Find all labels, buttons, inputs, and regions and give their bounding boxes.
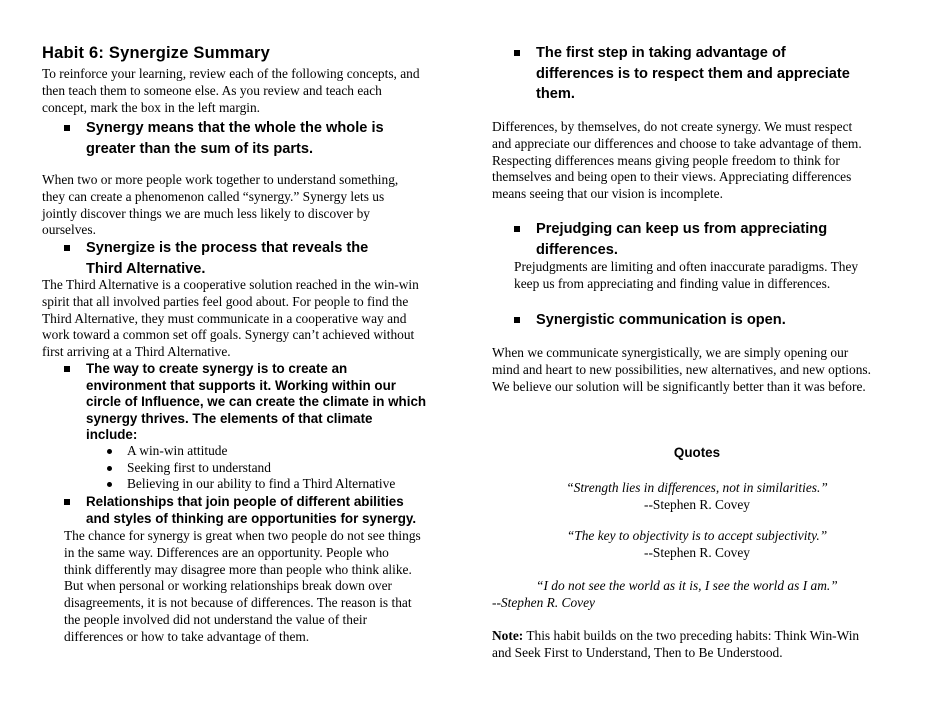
- quote-attribution: --Stephen R. Covey: [644, 496, 750, 512]
- quote-text: “Strength lies in differences, not in similarities.”: [566, 480, 828, 495]
- note-label: Note:: [492, 628, 524, 643]
- bullet-icon: [107, 466, 112, 471]
- intro-paragraph: To reinforce your learning, review each of the following concepts, and then teach them to someone else. As you review and teach each concept, mark the box in the left margin.: [42, 66, 420, 115]
- quote-block-3: [492, 578, 902, 612]
- checkbox-square-icon[interactable]: [64, 245, 70, 251]
- synergy-paragraph: When two or more people work together to understand something, they can create a phenomenon called “synergy.” Synergy lets us jointly discover things we are much less likely to discover by ourselves.: [42, 172, 399, 238]
- communication-paragraph: When we communicate synergistically, we are simply opening our mind and heart to new possibilities, new alternatives, and new options. We believe our solution will be significantly better than it was before.: [492, 345, 871, 394]
- checkbox-square-icon[interactable]: [64, 499, 70, 505]
- concept-heading-prejudging: Prejudging can keep us from appreciating differences.: [536, 219, 827, 260]
- quote-attribution: --Stephen R. Covey: [644, 544, 750, 560]
- note-paragraph: Note: This habit builds on the two preceding habits: Think Win-Win and Seek First to Understand, Then to Be Understood.: [492, 628, 860, 660]
- bullet-icon: [107, 482, 112, 487]
- list-item: Believing in our ability to find a Third Alternative: [107, 476, 395, 493]
- differences-paragraph: The chance for synergy is great when two people do not see things in the same way. Differences are an opportunity. People who think differently may disagree more than people who think alike. But when personal or working relationships break down over disagreements, it is not because of differences. The reason is that the people involved did not understand the value of their differences or how to take advantage of them.: [64, 528, 421, 644]
- checkbox-square-icon[interactable]: [514, 317, 520, 323]
- quotes-heading: Quotes: [673, 445, 721, 460]
- concept-heading-environment: The way to create synergy is to create an environment that supports it. Working within our circle of Influence, we can create the climate in which synergy thrives. The elements of that climate include:: [86, 361, 426, 444]
- quote-block-2: [492, 528, 902, 562]
- list-item: Seeking first to understand: [107, 460, 395, 477]
- concept-heading-respect: The first step in taking advantage of differences is to respect them and appreciate them.: [536, 43, 850, 105]
- quote-text: “The key to objectivity is to accept subjectivity.”: [566, 528, 828, 543]
- checkbox-square-icon[interactable]: [514, 50, 520, 56]
- list-item: A win-win attitude: [107, 443, 395, 460]
- respect-paragraph: Differences, by themselves, do not create synergy. We must respect and appreciate our differences and choose to take advantage of them. Respecting differences means giving people freedom to think for themselves and being open to their views. Appreciating differences means seeing that our vision is incomplete.: [492, 119, 862, 202]
- climate-elements-list: [107, 443, 395, 493]
- quote-attribution: --Stephen R. Covey: [492, 594, 595, 610]
- third-alternative-paragraph: The Third Alternative is a cooperative solution reached in the win-win spirit that all involved parties feel good about. For people to find the Third Alternative, they must communicate in a cooperative way and work toward a common set off goals. Synergy can’t achieved without first arriving at a Third Alternative.: [42, 277, 419, 360]
- concept-heading-synergy: Synergy means that the whole the whole is greater than the sum of its parts.: [86, 118, 384, 159]
- page-title: Habit 6: Synergize Summary: [42, 44, 271, 62]
- concept-heading-synergize: Synergize is the process that reveals the Third Alternative.: [86, 238, 368, 279]
- concept-heading-relationships: Relationships that join people of different abilities and styles of thinking are opportunities for synergy.: [86, 494, 416, 527]
- prejudging-paragraph: Prejudgments are limiting and often inaccurate paradigms. They keep us from appreciating and finding value in differences.: [514, 259, 859, 291]
- concept-heading-communication: Synergistic communication is open.: [536, 310, 786, 331]
- quote-text: “I do not see the world as it is, I see the world as I am.”: [536, 578, 838, 593]
- checkbox-square-icon[interactable]: [64, 125, 70, 131]
- checkbox-square-icon[interactable]: [514, 226, 520, 232]
- checkbox-square-icon[interactable]: [64, 366, 70, 372]
- quote-block-1: [492, 480, 902, 514]
- bullet-icon: [107, 449, 112, 454]
